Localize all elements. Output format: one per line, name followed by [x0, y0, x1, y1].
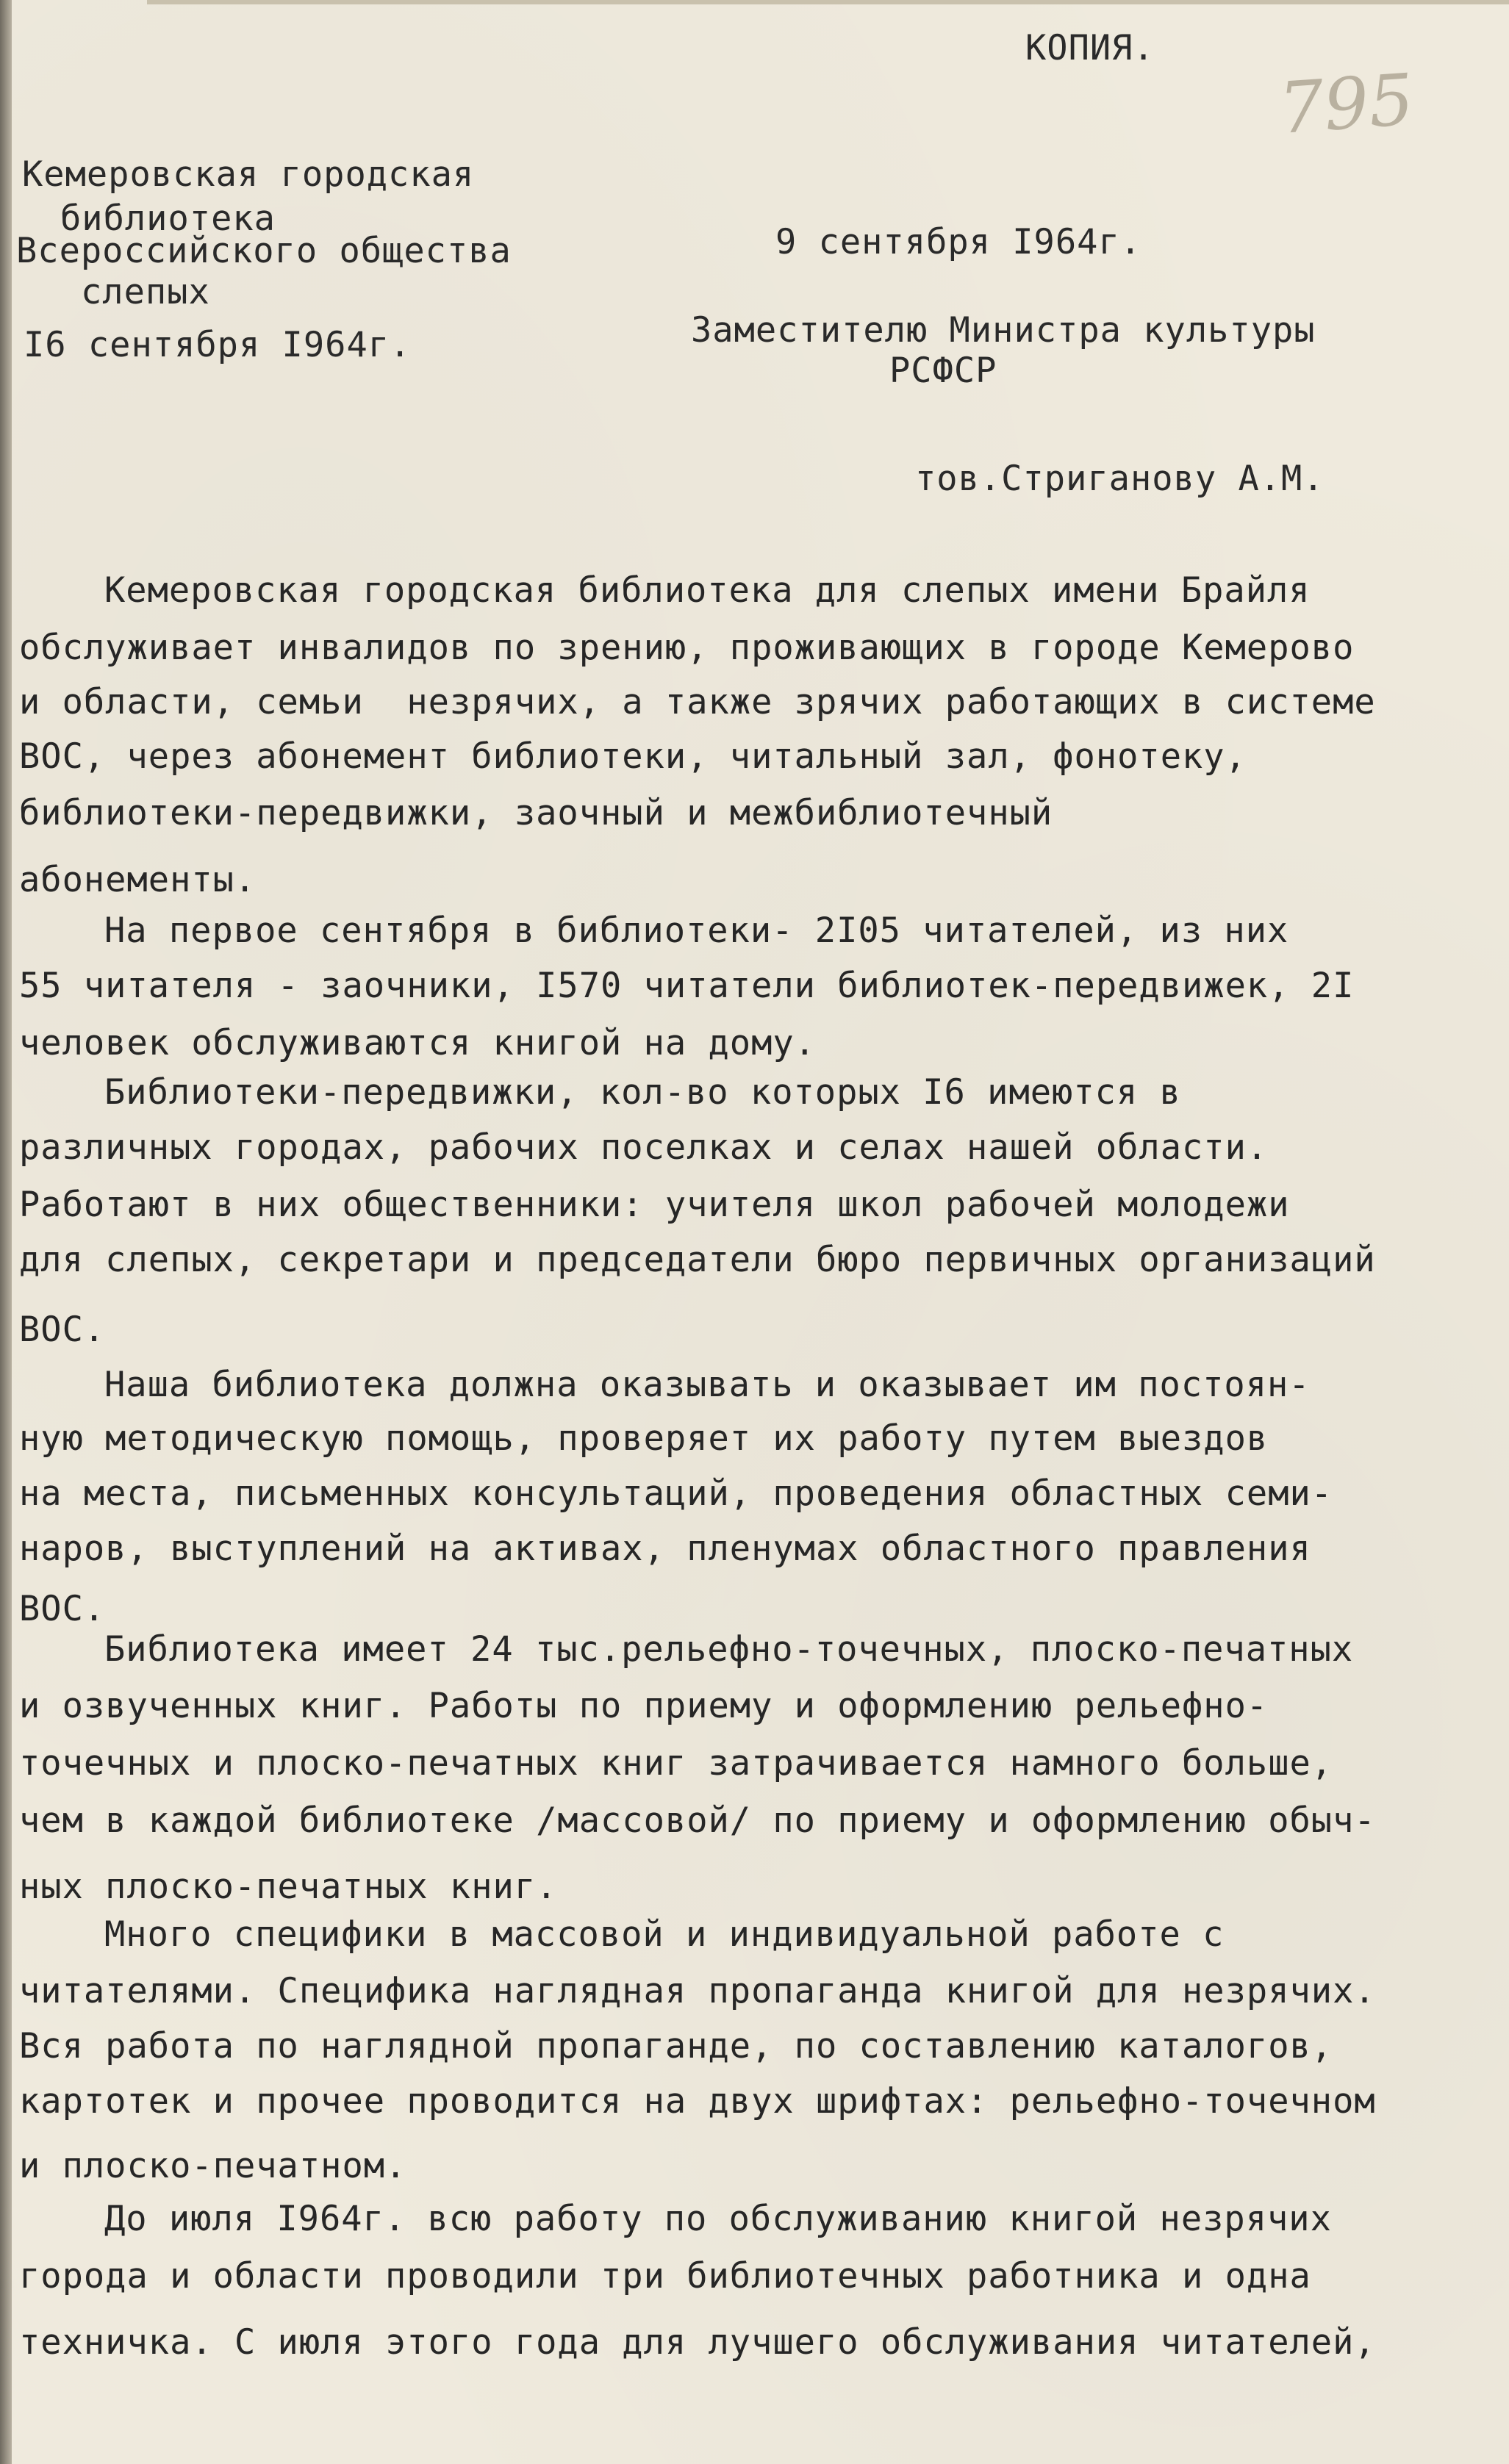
body-line-19: ВОС.: [19, 1589, 106, 1629]
sender-line-3: Всероссийского общества: [16, 231, 512, 271]
body-line-7: На первое сентября в библиотеки- 2I05 читателей, из них: [104, 910, 1289, 951]
body-line-9: человек обслуживаются книгой на дому.: [19, 1023, 816, 1063]
body-line-2: обслуживает инвалидов по зрению, проживающих в городе Кемерово: [19, 628, 1355, 668]
body-line-16: ную методическую помощь, проверяет их работу путем выездов: [19, 1418, 1269, 1459]
body-line-8: 55 читателя - заочники, I570 читатели библиотек-передвижек, 2I: [19, 966, 1355, 1006]
body-line-3: и области, семьи незрячих, а также зрячих работающих в системе: [19, 682, 1376, 722]
recipient-line-1: Заместителю Министра культуры: [691, 310, 1316, 351]
body-line-27: Вся работа по наглядной пропаганде, по составлению каталогов,: [19, 2026, 1333, 2066]
copy-mark: КОПИЯ.: [1025, 28, 1155, 68]
body-line-21: и озвученных книг. Работы по приему и оформлению рельефно-: [19, 1686, 1269, 1726]
sender-line-2: библиотека: [60, 198, 276, 239]
page-top-edge: [147, 0, 1509, 4]
body-line-1: Кемеровская городская библиотека для слепых имени Брайля: [104, 570, 1311, 611]
body-line-6: абонементы.: [19, 860, 257, 900]
body-line-26: читателями. Специфика наглядная пропаганда книгой для незрячих.: [19, 1971, 1376, 2011]
body-line-22: точечных и плоско-печатных книг затрачивается намного больше,: [19, 1743, 1333, 1784]
body-line-24: ных плоско-печатных книг.: [19, 1867, 558, 1907]
body-line-12: Работают в них общественники: учителя школ рабочей молодежи: [19, 1185, 1290, 1225]
body-line-15: Наша библиотека должна оказывать и оказывает им постоян-: [104, 1365, 1311, 1405]
recipient-line-3: тов.Стриганову А.М.: [915, 459, 1325, 499]
body-line-11: различных городах, рабочих поселках и селах нашей области.: [19, 1127, 1269, 1168]
body-line-25: Много специфики в массовой и индивидуальной работе с: [104, 1914, 1225, 1955]
archive-page-number: 795: [1276, 58, 1416, 150]
body-line-18: наров, выступлений на активах, пленумах областного правления: [19, 1529, 1311, 1569]
body-line-17: на места, письменных консультаций, проведения областных семи-: [19, 1473, 1333, 1514]
outgoing-date: I6 сентября I964г.: [24, 325, 412, 365]
document-date: 9 сентября I964г.: [775, 222, 1142, 262]
body-line-10: Библиотеки-передвижки, кол-во которых I6 имеются в: [104, 1072, 1181, 1113]
body-line-4: ВОС, через абонемент библиотеки, читальный зал, фонотеку,: [19, 736, 1247, 777]
body-line-5: библиотеки-передвижки, заочный и межбиблиотечный: [19, 793, 1053, 833]
body-line-31: города и области проводили три библиотечных работника и одна: [19, 2256, 1311, 2296]
recipient-line-2: РСФСР: [889, 351, 997, 391]
body-line-28: картотек и прочее проводится на двух шрифтах: рельефно-точечном: [19, 2081, 1376, 2122]
sender-line-4: слепых: [81, 272, 210, 312]
page-binding-edge: [0, 0, 12, 2464]
body-line-14: ВОС.: [19, 1310, 106, 1350]
body-line-13: для слепых, секретари и председатели бюро первичных организаций: [19, 1240, 1376, 1280]
body-line-29: и плоско-печатном.: [19, 2146, 407, 2186]
body-line-30: До июля I964г. всю работу по обслуживанию книгой незрячих: [104, 2199, 1332, 2239]
sender-line-1: Кемеровская городская: [22, 154, 475, 195]
body-line-23: чем в каждой библиотеке /массовой/ по приему и оформлению обыч-: [19, 1800, 1376, 1841]
body-line-20: Библиотека имеет 24 тыс.рельефно-точечных, плоско-печатных: [104, 1629, 1354, 1670]
body-line-32: техничка. С июля этого года для лучшего обслуживания читателей,: [19, 2322, 1376, 2363]
